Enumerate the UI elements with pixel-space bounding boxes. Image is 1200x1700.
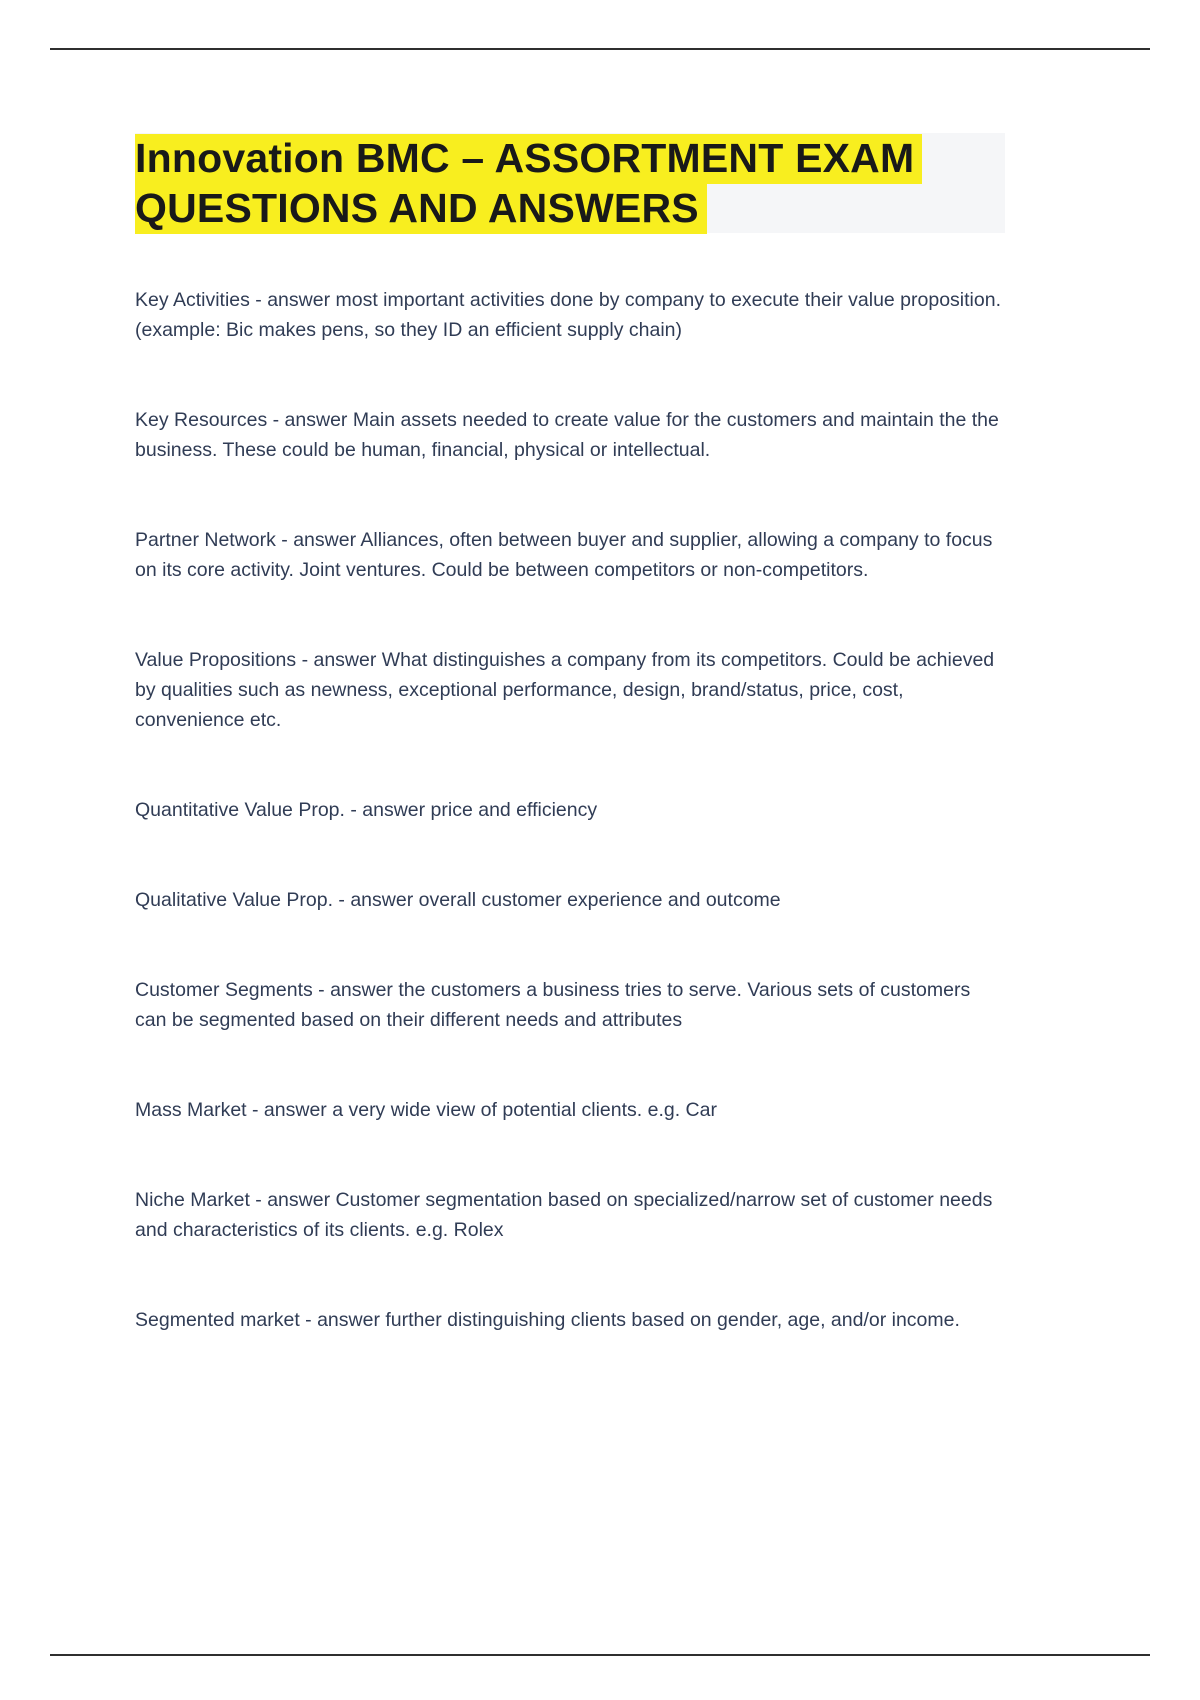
qa-item-partner-network: Partner Network - answer Alliances, often between buyer and supplier, allowing a company to focus on its core activity. Joint ventures. Could be between competitors or non-competitors.: [135, 529, 993, 581]
qa-list: [135, 285, 1005, 1335]
qa-item-key-activities: Key Activities - answer most important activities done by company to execute their value proposition. (example: Bic makes pens, so they ID an efficient supply chain): [135, 289, 1001, 341]
document-content: [135, 133, 1005, 1395]
qa-item-key-resources: Key Resources - answer Main assets needed to create value for the customers and maintain the the business. These could be human, financial, physical or intellectual.: [135, 409, 999, 461]
page-title-text: Innovation BMC – ASSORTMENT EXAM QUESTIONS AND ANSWERS: [135, 134, 922, 234]
top-rule: [50, 48, 1150, 50]
page-title: [135, 133, 1005, 233]
qa-item-qualitative-value: Qualitative Value Prop. - answer overall customer experience and outcome: [135, 889, 781, 911]
qa-item-niche-market: Niche Market - answer Customer segmentation based on specialized/narrow set of customer needs and characteristics of its clients. e.g. Rolex: [135, 1189, 993, 1241]
bottom-rule: [50, 1654, 1150, 1656]
qa-item-segmented-market: Segmented market - answer further distinguishing clients based on gender, age, and/or income.: [135, 1309, 960, 1331]
qa-item-quantitative-value: Quantitative Value Prop. - answer price and efficiency: [135, 799, 598, 821]
qa-item-value-propositions: Value Propositions - answer What distinguishes a company from its competitors. Could be achieved by qualities such as newness, exceptional performance, design, brand/status, price, cost, convenience etc.: [135, 649, 995, 731]
qa-item-customer-segments: Customer Segments - answer the customers a business tries to serve. Various sets of customers can be segmented based on their different needs and attributes: [135, 979, 971, 1031]
qa-item-mass-market: Mass Market - answer a very wide view of potential clients. e.g. Car: [135, 1099, 717, 1121]
